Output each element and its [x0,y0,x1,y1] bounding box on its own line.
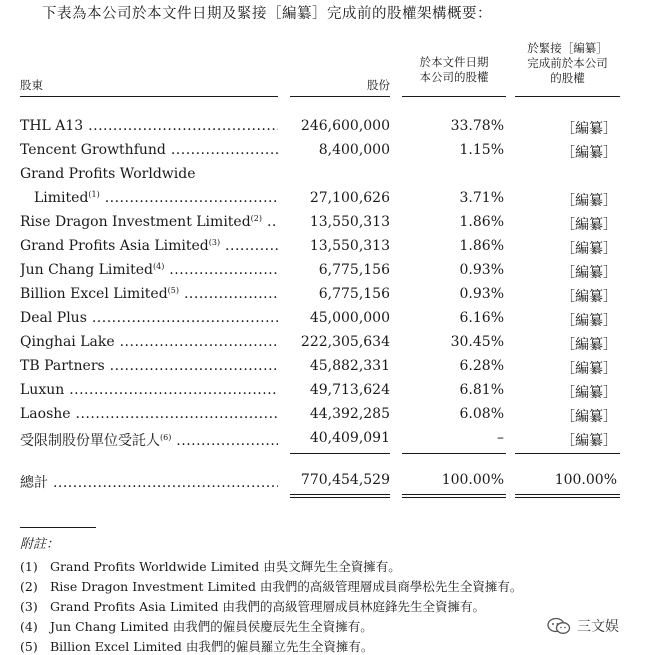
share-count: 45,882,331 [309,358,390,374]
table-row [20,358,620,382]
redacted-value: ［編纂］ [561,433,617,449]
total-rule-post-2 [515,497,620,498]
total-current-percentage: 100.00% [441,472,504,488]
footnote-text: Grand Profits Worldwide Limited 由吳文輝先生全資擁有。 [50,559,401,574]
current-percentage: 33.78% [450,118,504,134]
current-percentage: 3.71% [459,190,504,206]
share-count: 8,400,000 [318,142,390,158]
table-row [20,214,620,238]
current-percentage: 6.81% [459,382,504,398]
footnote-item [20,637,373,655]
shareholder-name: Billion Excel Limited$^{(5)}$ ..... [20,286,278,302]
footnote-item [20,577,522,595]
redacted-value: ［編纂］ [561,313,617,329]
redacted-value: ［編纂］ [561,361,617,377]
share-count: 6,775,156 [318,286,390,302]
table-row [20,262,620,286]
total-rule-shares-1 [290,494,390,495]
redacted-value: ［編纂］ [561,193,617,209]
redacted-value: ［編纂］ [561,241,617,257]
header-post-line-1: 於緊接［編纂］ [527,41,608,55]
table-row [20,238,620,262]
current-percentage: 0.93% [459,262,504,278]
footnote-item [20,617,373,635]
shareholder-name: Jun Chang Limited$^{(4)}$ ..... [20,262,278,278]
share-count: 45,000,000 [309,310,390,326]
table-row [20,430,620,454]
shareholder-name: Laoshe ..... [20,406,278,422]
shareholder-name: Deal Plus ..... [20,310,278,326]
table-row [20,190,620,214]
subtotal-rule-shares [290,453,390,454]
total-label: 總計 ..... [20,472,278,492]
redacted-value: ［編纂］ [561,145,617,161]
footnote-text: Jun Chang Limited 由我們的僱員侯慶辰先生全資擁有。 [50,619,373,634]
footnote-rule [20,527,96,528]
header-rule-shares [290,96,390,97]
watermark-text: 三文娱 [577,619,619,635]
current-percentage: 6.08% [459,406,504,422]
share-count: 13,550,313 [309,214,390,230]
total-row [20,472,620,496]
share-count: 27,100,626 [309,190,390,206]
header-rule-post [515,96,620,97]
share-count: 49,713,624 [309,382,390,398]
header-post-line-3: 的股權 [550,71,585,85]
share-count: 6,775,156 [318,262,390,278]
current-percentage: 6.28% [459,358,504,374]
shareholder-name: Luxun ..... [20,382,278,398]
table-row [20,142,620,166]
subtotal-rule-post [515,453,620,454]
footnote-number: (5) [20,639,38,654]
current-percentage: 0.93% [459,286,504,302]
header-shareholder: 股東 [20,78,43,92]
total-post-percentage: 100.00% [554,472,617,488]
total-rule-current-2 [402,497,506,498]
footnote-marker: (4) [153,262,165,271]
shareholder-name: Rise Dragon Investment Limited$^{(2)}$ ..... [20,214,278,230]
footnote-marker: (2) [250,214,263,223]
shareholder-name: Limited$^{(1)}$ ..... [20,190,278,206]
current-percentage: 1.15% [459,142,504,158]
header-post-shareholding [515,41,620,86]
redacted-value: ［編纂］ [561,289,617,305]
header-current-line-1: 於本文件日期 [419,55,489,69]
redacted-value: ［編纂］ [561,121,617,137]
current-percentage: – [497,430,504,446]
subtotal-rule-current [402,453,506,454]
current-percentage: 6.16% [459,310,504,326]
current-percentage: 30.45% [450,334,504,350]
table-row [20,286,620,310]
table-row [20,382,620,406]
footnote-marker: (3) [208,238,221,247]
table-row [20,166,620,190]
table-row [20,310,620,334]
footnote-marker: (5) [167,286,180,295]
watermark [547,616,619,636]
total-rule-post-1 [515,494,620,495]
redacted-value: ［編纂］ [561,409,617,425]
shareholder-name: 受限制股份單位受託人$^{(6)}$ ..... [20,430,278,450]
redacted-value: ［編纂］ [561,217,617,233]
table-row [20,334,620,358]
footnote-marker: (1) [88,190,100,199]
footnote-number: (4) [20,619,38,634]
header-current-line-2: 本公司的股權 [419,70,489,84]
total-rule-current-1 [402,494,506,495]
table-row [20,118,620,142]
share-count: 222,305,634 [300,334,390,350]
shareholder-name: Grand Profits Asia Limited$^{(3)}$ ..... [20,238,278,254]
footnote-text: Grand Profits Asia Limited 由我們的高級管理層成員林庭鋒先生全資擁有。 [50,599,486,614]
intro-text: 下表為本公司於本文件日期及緊接［編纂］完成前的股權架構概要： [42,6,492,22]
share-count: 40,409,091 [309,430,390,446]
footnote-number: (1) [20,559,38,574]
share-count: 13,550,313 [309,238,390,254]
header-rule-current [402,96,506,97]
footnote-marker: (6) [160,433,172,442]
shareholder-name: Tencent Growthfund ..... [20,142,278,158]
footnote-number: (3) [20,599,38,614]
footnote-item [20,597,485,615]
total-shares: 770,454,529 [300,472,390,488]
header-current-shareholding [402,55,506,85]
redacted-value: ［編纂］ [561,385,617,401]
chat-bubbles-icon [547,617,571,635]
header-post-line-2: 完成前於本公司 [527,56,608,70]
redacted-value: ［編纂］ [561,265,617,281]
current-percentage: 1.86% [459,238,504,254]
notes-title: 附註： [20,537,60,552]
shareholder-name: THL A13 ..... [20,118,278,134]
share-count: 44,392,285 [309,406,390,422]
footnote-text: Rise Dragon Investment Limited 由我們的高級管理層成員商學松先生全資擁有。 [50,579,523,594]
table-row [20,406,620,430]
shareholder-name: Qinghai Lake ..... [20,334,278,350]
redacted-value: ［編纂］ [561,337,617,353]
current-percentage: 1.86% [459,214,504,230]
header-shares: 股份 [367,78,390,92]
total-rule-shares-2 [290,497,390,498]
footnote-item [20,557,401,575]
shareholder-name: TB Partners ..... [20,358,278,374]
share-count: 246,600,000 [300,118,390,134]
shareholder-name: Grand Profits Worldwide [20,166,196,182]
header-rule-name [20,96,278,97]
footnote-number: (2) [20,579,38,594]
footnote-text: Billion Excel Limited 由我們的僱員羅立先生全資擁有。 [50,639,374,654]
